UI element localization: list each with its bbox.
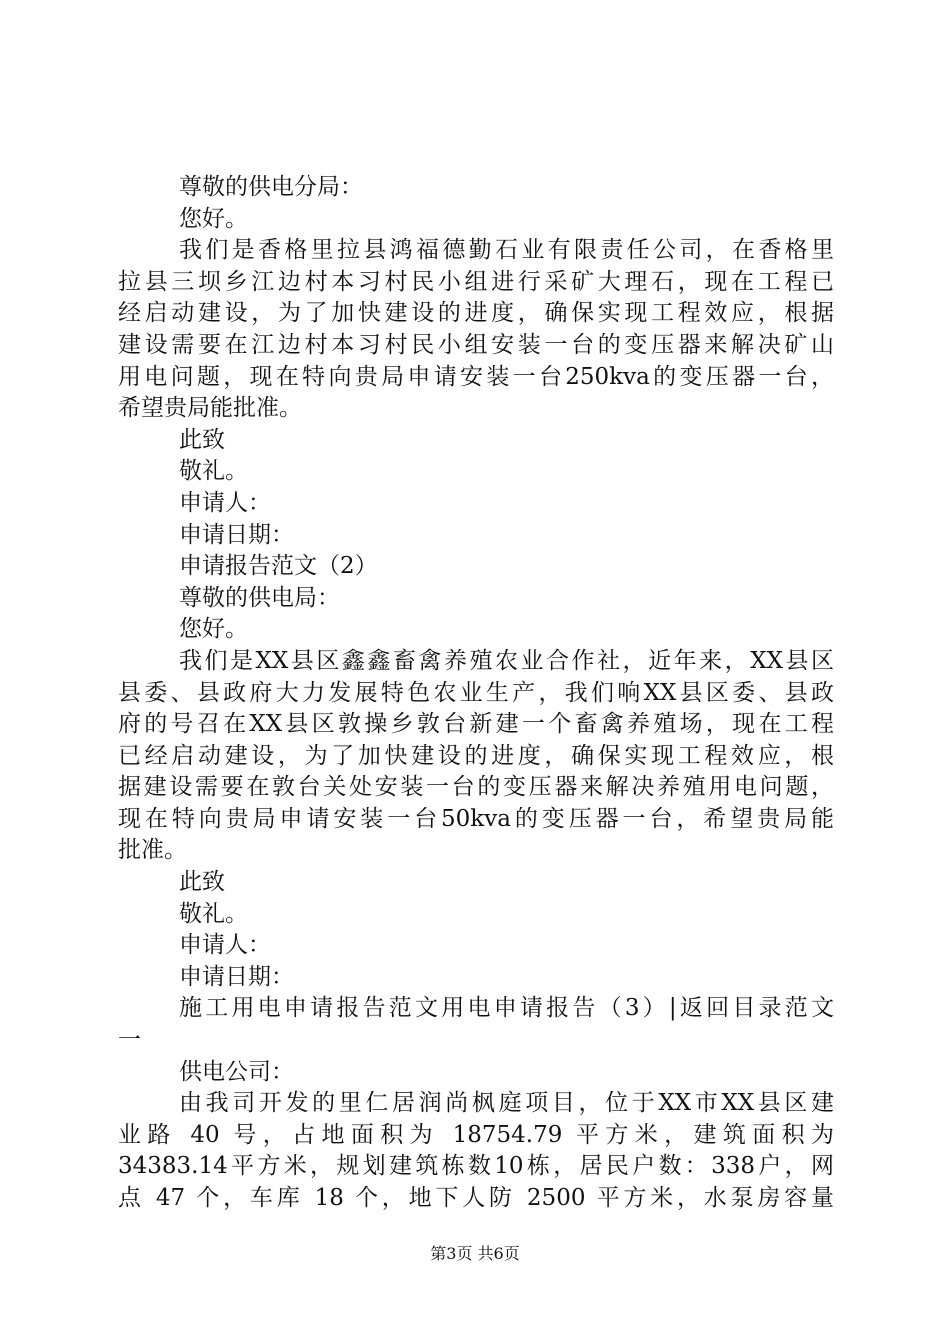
- text-line: 批准。: [118, 837, 187, 864]
- text-line: 施工用电申请报告范文用电申请报告（3）|返回目录范文: [179, 995, 834, 1022]
- document-body: [118, 172, 834, 1215]
- text-line: 我们是XX县区鑫鑫畜禽养殖农业合作社，近年来，XX县区: [179, 647, 834, 674]
- text-line: 一: [118, 1027, 141, 1054]
- text-line: 用电问题，现在特向贵局申请安装一台250kva的变压器一台，: [118, 363, 834, 390]
- text-line: 此致: [179, 426, 225, 453]
- text-line: 经启动建设，为了加快建设的进度，确保实现工程效应，根据: [118, 300, 834, 327]
- text-line: 敬礼。: [179, 900, 248, 927]
- text-line: 我们是香格里拉县鸿福德勤石业有限责任公司，在香格里: [179, 237, 834, 264]
- text-line: 尊敬的供电局：: [179, 584, 340, 611]
- text-line: 申请人：: [179, 932, 271, 959]
- text-line: 现在特向贵局申请安装一台50kva的变压器一台，希望贵局能: [118, 805, 834, 832]
- text-line: 申请日期：: [179, 963, 294, 990]
- text-line: 由我司开发的里仁居润尚枫庭项目，位于XX市XX县区建: [179, 1090, 834, 1117]
- text-line: 府的号召在XX县区敦操乡敦台新建一个畜禽养殖场，现在工程: [118, 711, 834, 738]
- text-line: 申请日期：: [179, 521, 294, 548]
- page-footer: 第3页 共6页: [430, 1244, 520, 1263]
- text-line: 拉县三坝乡江边村本习村民小组进行采矿大理石，现在工程已: [118, 268, 834, 295]
- text-line: 此致: [179, 869, 225, 896]
- text-line: 已经启动建设，为了加快建设的进度，确保实现工程效应，根: [118, 742, 834, 769]
- text-line: 供电公司：: [179, 1058, 294, 1085]
- text-line: 申请人：: [179, 489, 271, 516]
- text-line: 您好。: [179, 205, 248, 232]
- text-line: 点 47 个，车库 18 个，地下人防 2500 平方米，水泵房容量: [118, 1185, 834, 1211]
- text-line: 您好。: [179, 616, 248, 643]
- text-line: 申请报告范文（2）: [179, 553, 378, 580]
- text-line: 敬礼。: [179, 458, 248, 485]
- text-line: 据建设需要在敦台关处安装一台的变压器来解决养殖用电问题，: [118, 774, 834, 801]
- text-line: 希望贵局能批准。: [118, 395, 302, 422]
- text-line: 尊敬的供电分局：: [179, 174, 363, 200]
- text-line: 县委、县政府大力发展特色农业生产，我们响XX县区委、县政: [118, 679, 834, 706]
- text-line: 建设需要在江边村本习村民小组安装一台的变压器来解决矿山: [118, 331, 834, 358]
- text-line: 业路 40 号，占地面积为 18754.79 平方米，建筑面积为: [118, 1121, 834, 1148]
- text-line: 34383.14平方米，规划建筑栋数10栋，居民户数：338户，网: [118, 1153, 834, 1180]
